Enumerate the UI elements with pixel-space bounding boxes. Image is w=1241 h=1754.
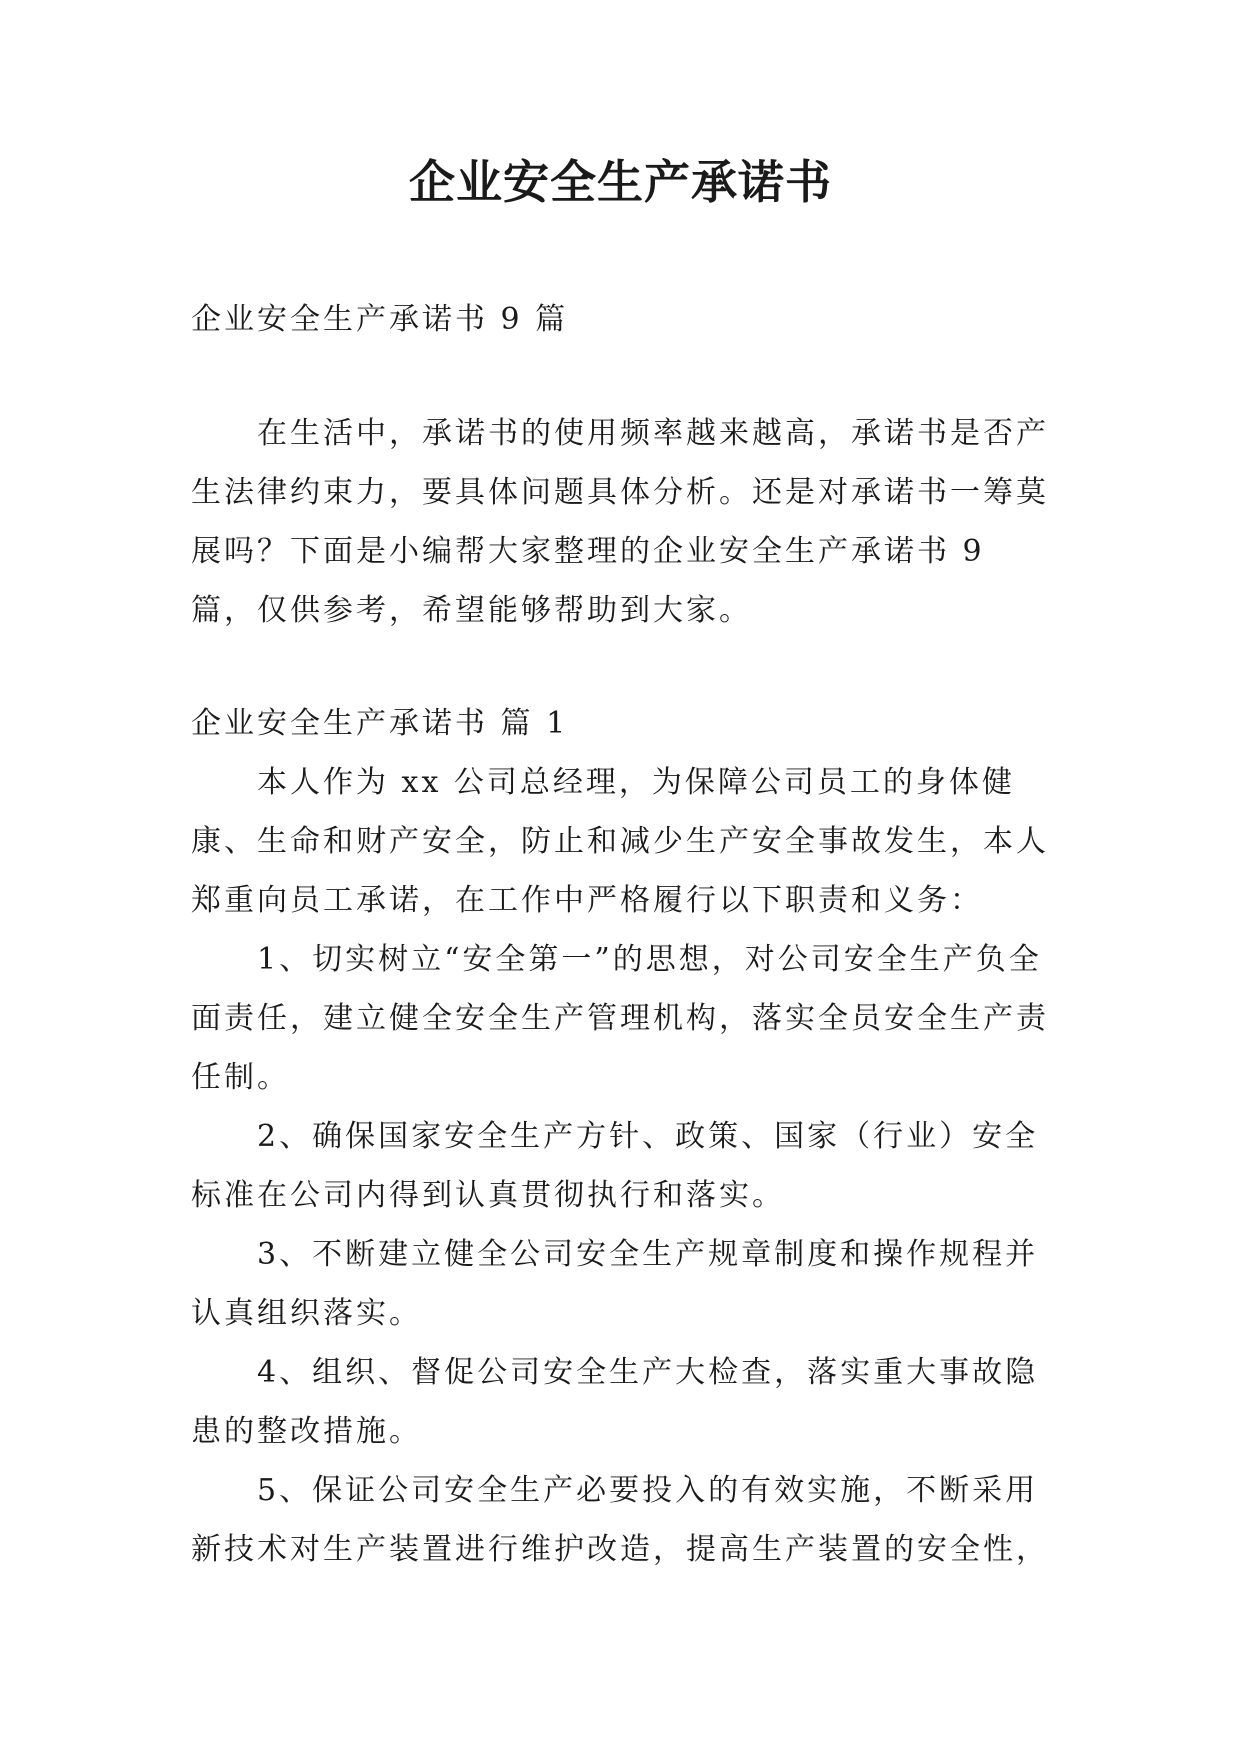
- paragraph-item-4: 4、组织、督促公司安全生产大检查，落实重大事故隐患的整改措施。: [191, 1355, 1039, 1449]
- intro-paragraph: 在生活中，承诺书的使用频率越来越高，承诺书是否产生法律约束力，要具体问题具体分析。还是对承诺书一筹莫展吗？下面是小编帮大家整理的企业安全生产承诺书 9 篇，仅供参考，希望能够帮助到大家。: [191, 416, 1049, 628]
- paragraph-item-2: 2、确保国家安全生产方针、政策、国家（行业）安全标准在公司内得到认真贯彻执行和落实。: [191, 1119, 1039, 1213]
- paragraph-item-3: 3、不断建立健全公司安全生产规章制度和操作规程并认真组织落实。: [191, 1237, 1039, 1331]
- section-heading: 企业安全生产承诺书 篇 1: [191, 706, 569, 741]
- section-content: [191, 753, 1056, 1579]
- paragraph-commitment-intro: 本人作为 xx 公司总经理，为保障公司员工的身体健康、生命和财产安全，防止和减少生产安全事故发生，本人郑重向员工承诺，在工作中严格履行以下职责和义务：: [191, 765, 1049, 918]
- document-subtitle: 企业安全生产承诺书 9 篇: [191, 302, 569, 337]
- paragraph-item-1: 1、切实树立“安全第一”的思想，对公司安全生产负全面责任，建立健全安全生产管理机构，落实全员安全生产责任制。: [191, 942, 1049, 1095]
- document-title: 企业安全生产承诺书: [409, 155, 832, 209]
- paragraph-item-5: 5、保证公司安全生产必要投入的有效实施，不断采用新技术对生产装置进行维护改造，提高生产装置的安全性，: [191, 1473, 1049, 1567]
